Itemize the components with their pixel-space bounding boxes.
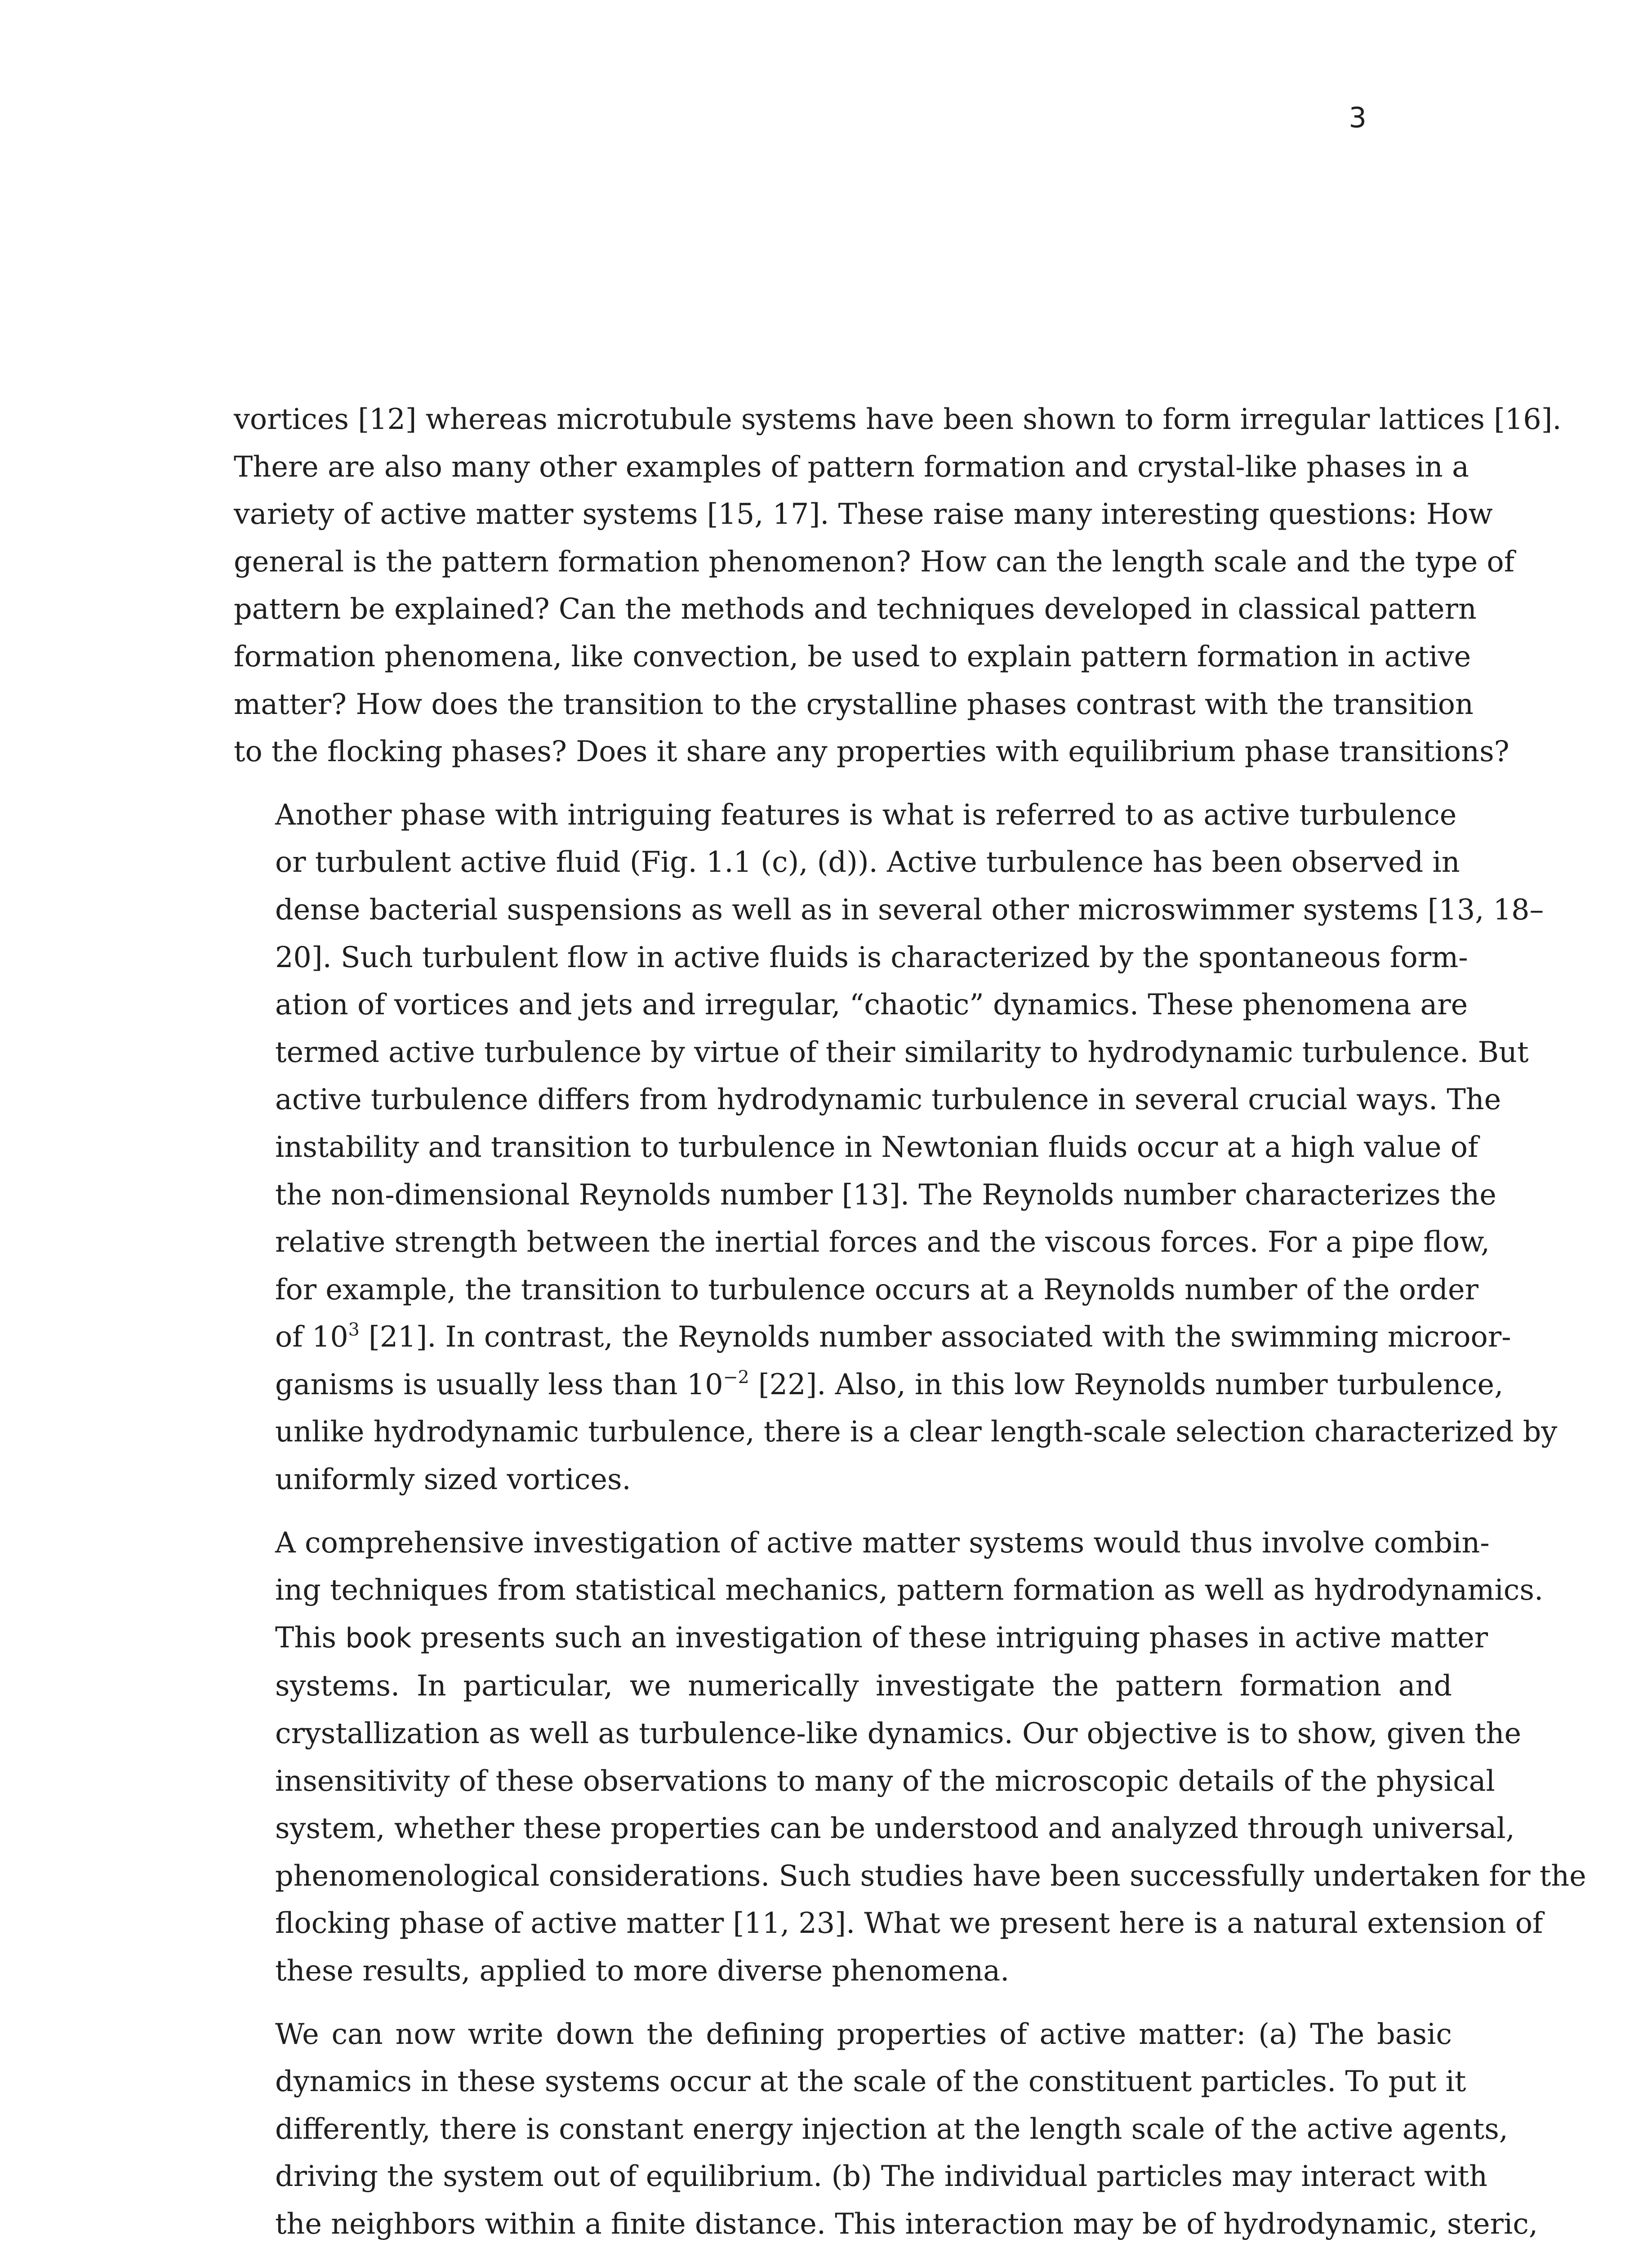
text-line: We can now write down the defining properties of active matter: (a) The basic	[275, 2017, 1452, 2051]
text-line: pattern be explained? Can the methods and techniques developed in classical pattern	[234, 592, 1477, 626]
text-line: insensitivity of these observations to many of the microscopic details of the physical	[275, 1764, 1495, 1798]
sans-serif-word: book	[345, 1622, 412, 1654]
text-fragment: This	[275, 1620, 346, 1654]
text-line: termed active turbulence by virtue of their similarity to hydrodynamic turbulence. But	[275, 1035, 1529, 1069]
text-line: phenomenological considerations. Such studies have been successfully undertaken for the	[275, 1859, 1586, 1892]
text-fragment: [22]. Also, in this low Reynolds number turbulence,	[749, 1367, 1504, 1401]
exponent: 3	[348, 1319, 360, 1340]
text-fragment: [21]. In contrast, the Reynolds number associated with the swimming microor-	[359, 1320, 1511, 1354]
text-line: There are also many other examples of pattern formation and crystal-like phases in a	[234, 450, 1469, 483]
text-line: these results, applied to more diverse phenomena.	[275, 1954, 1010, 1987]
text-line: dense bacterial suspensions as well as in several other microswimmer systems [13, 18–	[275, 892, 1544, 926]
paragraph-4	[234, 2011, 1538, 2248]
text-line: uniformly sized vortices.	[275, 1463, 631, 1496]
text-line: general is the pattern formation phenomenon? How can the length scale and the type of	[234, 544, 1515, 578]
text-line: driving the system out of equilibrium. (b) The individual particles may interact with	[275, 2159, 1488, 2193]
paragraph-3	[234, 1519, 1586, 1995]
text-line-with-superscript	[234, 1361, 1504, 1409]
text-line: differently, there is constant energy injection at the length scale of the active agents,	[275, 2112, 1508, 2145]
page-number: 3	[1349, 101, 1367, 134]
text-line: active turbulence differs from hydrodynamic turbulence in several crucial ways. The	[275, 1083, 1501, 1116]
text-line: unlike hydrodynamic turbulence, there is a clear length-scale selection characterized by	[275, 1415, 1558, 1449]
text-line: ing techniques from statistical mechanics, pattern formation as well as hydrodynamics.	[275, 1573, 1544, 1607]
text-line: for example, the transition to turbulence occurs at a Reynolds number of the order	[275, 1272, 1478, 1306]
text-line: formation phenomena, like convection, be used to explain pattern formation in active	[234, 639, 1471, 673]
text-line: or turbulent active fluid (Fig. 1.1 (c), (d)). Active turbulence has been observed in	[275, 845, 1460, 879]
text-line: crystallization as well as turbulence-like dynamics. Our objective is to show, given the	[275, 1717, 1522, 1750]
text-line: systems. In particular, we numerically investigate the pattern formation and	[275, 1669, 1452, 1703]
text-line: dynamics in these systems occur at the scale of the constituent particles. To put it	[275, 2065, 1466, 2098]
text-line: the non-dimensional Reynolds number [13]. The Reynolds number characterizes the	[275, 1178, 1496, 1211]
text-line: Another phase with intriguing features is what is referred to as active turbulence	[275, 798, 1457, 831]
text-line: matter? How does the transition to the crystalline phases contrast with the transition	[234, 687, 1474, 721]
text-line: relative strength between the inertial forces and the viscous forces. For a pipe flow,	[275, 1225, 1490, 1259]
text-line: vortices [12] whereas microtubule systems have been shown to form irregular lattices [16].	[234, 402, 1562, 436]
exponent: −2	[723, 1367, 749, 1388]
text-line-with-sans-word	[234, 1614, 1488, 1663]
text-line: the neighbors within a finite distance. This interaction may be of hydrodynamic, steric,	[275, 2207, 1538, 2240]
text-fragment: presents such an investigation of these intriguing phases in active matter	[411, 1620, 1488, 1654]
text-line-with-superscript	[234, 1313, 1511, 1361]
text-line: to the flocking phases? Does it share any properties with equilibrium phase transitions?	[234, 735, 1510, 768]
text-line: ation of vortices and jets and irregular, “chaotic” dynamics. These phenomena are	[275, 988, 1468, 1021]
text-line: flocking phase of active matter [11, 23]. What we present here is a natural extension of	[275, 1906, 1543, 1940]
paragraph-2	[234, 791, 1558, 1503]
text-line: system, whether these properties can be understood and analyzed through universal,	[275, 1811, 1515, 1845]
text-line: instability and transition to turbulence in Newtonian fluids occur at a high value of	[275, 1130, 1478, 1164]
text-line: A comprehensive investigation of active matter systems would thus involve combin-	[275, 1525, 1490, 1559]
text-fragment: of 10	[275, 1320, 348, 1354]
text-line: variety of active matter systems [15, 17]. These raise many interesting questions: How	[234, 497, 1493, 531]
body-text	[234, 396, 1586, 2248]
paragraph-1	[234, 396, 1562, 776]
text-line: 20]. Such turbulent flow in active fluids is characterized by the spontaneous form-	[275, 940, 1468, 974]
text-fragment: ganisms is usually less than 10	[275, 1367, 723, 1401]
